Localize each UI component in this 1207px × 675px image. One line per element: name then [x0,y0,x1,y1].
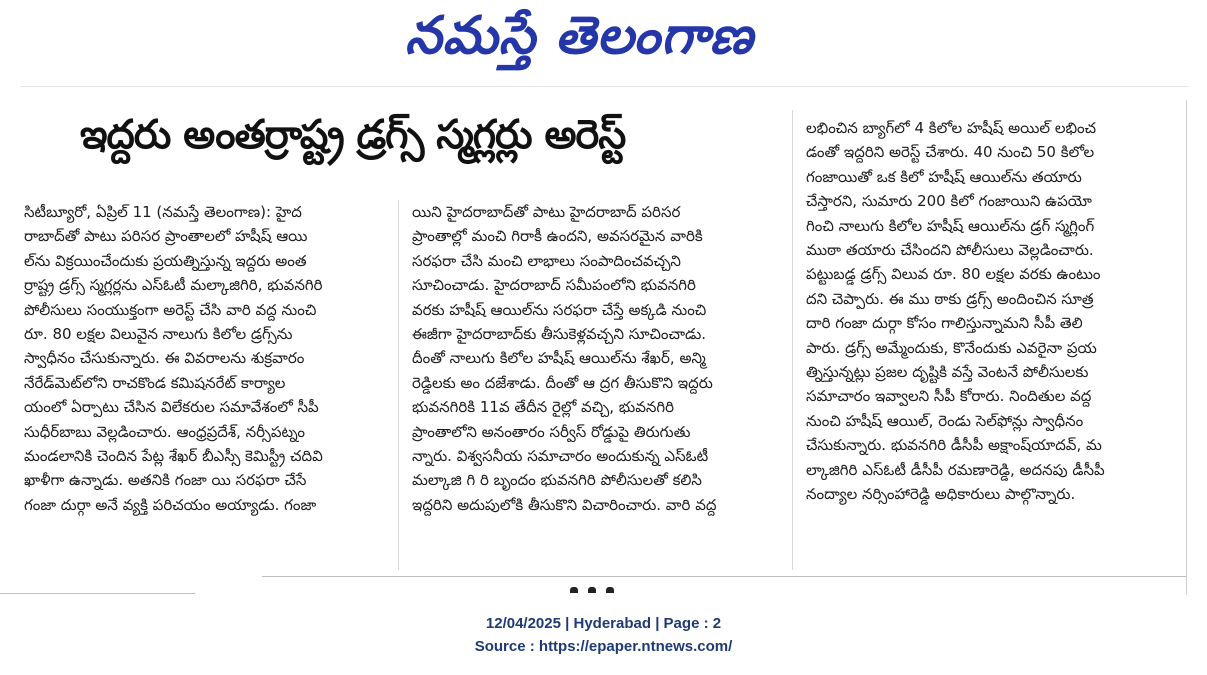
article-text-line: పోలీసులు సంయుక్తంగా అరెస్ట్ చేసి వారి వద్ద నుంచి [24,300,317,319]
clip-edge-rule [0,593,195,594]
article-text-line: యిని హైదరాబాద్‌తో పాటు హైదరాబాద్ పరిసర [412,203,681,221]
article-text-line: ముఠా తయారు చేసిందని పోలీసులు వెల్లడించారు. [806,241,1094,260]
article-text-line: నుంచి హషీష్ ఆయిల్, రెండు సెల్‌ఫోన్లు స్వాధీనం [806,411,1084,430]
article-text-line: వరకు హషీష్ ఆయిల్‌ను సరఫరా చేస్తే అక్కడి నుంచి [412,300,707,319]
article-text-line: గంజాయితో ఒక కిలో హషీష్ ఆయిల్‌ను తయారు [806,167,1082,186]
article-text-line: భువనగిరికి 11వ తేదీన రైల్లో వచ్చి, భువనగిరి [412,398,675,417]
article-text-line: సరఫరా చేసి మంచి లాభాలు సంపాదించవచ్చని [412,251,681,270]
cropped-next-headline [570,578,630,586]
article-text-line: నేరేడ్‌మెట్‌లోని రాచకొండ కమిషనరేట్ కార్యాల [24,373,286,392]
article-text-line: ఈజీగా హైదరాబాద్‌కు తీసుకెళ్లవచ్చని సూచించాడు. [412,325,707,344]
clip-footer [0,612,1207,658]
article-text-line: న్నారు. విశ్వసనీయ సమాచారం అందుకున్న ఎస్‌ఓటీ [412,447,709,466]
article-text-line: ర్రాష్ట్ర డ్రగ్స్ స్మగ్లర్లను ఎస్‌ఓటీ మల్కాజిగిరి, భువనగిరి [24,276,323,295]
article-column-3 [806,116,1174,507]
article-text-line: ప్రాంతాల్లో మంచి గిరాకీ ఉందని, అవసరమైన వారికి [412,227,703,246]
article-text-line: నంద్యాల నర్సింహారెడ్డి అధికారులు పాల్గొన్నారు. [806,485,1076,504]
article-text-line: సిటీబ్యూరో, ఏప్రిల్ 11 (నమస్తే తెలంగాణ): హైద [24,203,302,221]
article-text-line: దారి గంజా దుర్గా కోసం గాలిస్తున్నామని సీపీ తెలి [806,314,1083,333]
clip-source-line: Source : https://epaper.ntnews.com/ [474,638,733,655]
article-text-line: త్నిస్తున్నట్లు ప్రజల దృష్టికి వస్తే వెంటనే పోలీసులకు [806,363,1089,382]
article-column-1 [24,200,386,517]
article-text-line: లభించిన బ్యాగ్‌లో 4 కిలోల హషీష్ అయిల్ లభించ [806,119,1097,137]
column-divider [398,200,399,570]
article-text-line: యంలో ఏర్పాటు చేసిన విలేకరుల సమావేశంలో సీపీ [24,398,319,417]
article-text-line: ఇద్దరిని అదుపులోకి తీసుకొని విచారించారు. వారి వద్ద [412,495,717,514]
article-text-line: ఖాళీగా ఉన్నాడు. అతనికి గంజా యి సరఫరా చేసే [24,471,307,490]
newspaper-logo: నమస్తే తెలంగాణ [405,6,754,66]
article-text-line: ల్కాజిగిరి ఎస్‌ఓటీ డీసీపీ రమణారెడ్డి, అదనపు డీసీపీ [806,460,1105,479]
article-text-line: డంతో ఇద్దరిని అరెస్ట్ చేశారు. 40 నుంచి 50 కిలోల [806,143,1095,162]
article-text-line: ప్రాంతాలోని అనంతారం సర్వీస్ రోడ్డుపై తిరుగుతు [412,422,691,441]
article-text-line: సమాచారం ఇవ్వాలని సీపీ కోరారు. నిందితుల వద్ద [806,387,1092,406]
article-text-line: మల్కాజి గి రి బృందం భువనగిరి పోలీసులతో కలిసి [412,471,702,490]
masthead [0,0,1207,80]
article-text-line: రాబాద్‌తో పాటు పరిసర ప్రాంతాలలో హషీష్ ఆయి [24,227,308,246]
article-headline: ఇద్దరు అంతర్రాష్ట్ర డ్రగ్స్ స్మగ్లర్లు అరెస్ట్ [80,112,626,158]
article-text-line: దీంతో నాలుగు కిలోల హషీష్ ఆయిల్‌ను శేఖర్, అన్మి [412,349,706,368]
article-column-2 [412,200,780,517]
article-text-line: రెడ్డిలకు అం దజేశాడు. దీంతో ఆ ద్రగ తీసుకొని ఇద్దరు [412,373,713,392]
article-text-line: మండలానికి చెందిన పేట్ల శేఖర్ బీఎస్సీ కెమిస్ట్రీ చదివి [24,447,323,466]
article-text-line: ల్‌ను విక్రయించేందుకు ప్రయత్నిస్తున్న ఇద్దరు అంత [24,251,307,270]
article-text-line: పట్టుబడ్డ డ్రగ్స్ విలువ రూ. 80 లక్షల వరకు ఉంటుం [806,265,1101,284]
article-text-line: దని చెప్పారు. ఈ ము ఠాకు డ్రగ్స్ అందించిన సూత్ర [806,289,1094,308]
masthead-divider [20,86,1190,87]
article-text-line: సూచించాడు. హైదరాబాద్ సమీపంలోని భువనగిరి [412,276,696,295]
article-text-line: పారు. డ్రగ్స్ అమ్మేందుకు, కొనేందుకు ఎవరైనా ప్రయ [806,338,1097,357]
article-text-line: స్వాధీనం చేసుకున్నారు. ఈ వివరాలను శుక్రవారం [24,349,305,368]
article-text-line: చేస్తారని, సుమారు 200 కిలో గంజాయిని ఉపయో [806,192,1092,211]
article-text-line: చేసుకున్నారు. భువనగిరి డీసీపీ అక్షాంష్‌యాదవ్, మ [806,436,1102,455]
article-text-line: గంజా దుర్గా అనే వ్యక్తి పరిచయం అయ్యాడు. గంజా [24,495,317,514]
article-bottom-rule [262,576,1186,577]
clip-date-line: 12/04/2025 | Hyderabad | Page : 2 [485,615,722,632]
page-edge-divider [1186,100,1187,595]
column-divider [792,110,793,570]
article-text-line: రూ. 80 లక్షల విలువైన నాలుగు కిలోల డ్రగ్స్‌ను [24,325,293,344]
article-text-line: గించి నాలుగు కిలోల హషీష్ ఆయిల్‌ను డ్రగ్ స్మగ్లింగ్ [806,216,1095,235]
article-text-line: సుధీర్‌బాబు వెల్లడించారు. ఆంధ్రప్రదేశ్, నర్సీపట్నం [24,422,306,441]
